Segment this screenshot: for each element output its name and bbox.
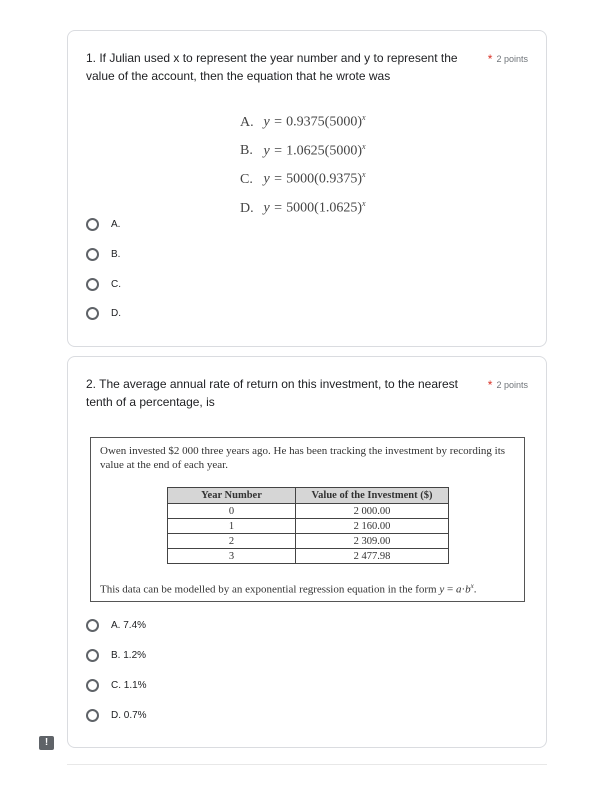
q2-option-a[interactable] xyxy=(86,616,146,634)
report-problem-icon[interactable]: ! xyxy=(39,736,54,750)
equation-choice-b: B. $y = 1.0625(5000)^x$ xyxy=(240,141,366,159)
table-header-row xyxy=(168,488,449,504)
q1-option-d[interactable] xyxy=(86,304,121,322)
table-row xyxy=(168,504,449,519)
q2-option-c[interactable] xyxy=(86,676,147,694)
value-cell: 2 000.00 xyxy=(296,504,449,519)
year-cell: 1 xyxy=(168,519,296,534)
radio-button[interactable] xyxy=(86,619,99,632)
table-row xyxy=(168,549,449,564)
value-cell: 2 477.98 xyxy=(296,549,449,564)
radio-button[interactable] xyxy=(86,709,99,722)
option-label: D. xyxy=(111,307,121,319)
question-1-text: 1. If Julian used x to represent the year number and y to represent the value of the account, then the equation that he wrote was xyxy=(86,51,458,83)
q1-option-b[interactable] xyxy=(86,245,120,263)
option-label: A. xyxy=(111,218,121,230)
points-label: 2 points xyxy=(496,380,528,390)
option-label: B. xyxy=(111,248,121,260)
radio-button[interactable] xyxy=(86,278,99,291)
question-card-1 xyxy=(67,30,547,347)
radio-button[interactable] xyxy=(86,218,99,231)
option-label: C. 1.1% xyxy=(111,679,147,691)
question-2-points xyxy=(488,378,528,392)
divider xyxy=(67,764,547,765)
investment-data-image xyxy=(90,437,525,602)
value-cell: 2 309.00 xyxy=(296,534,449,549)
q1-option-a[interactable] xyxy=(86,215,120,233)
question-card-2 xyxy=(67,356,547,748)
q1-option-c[interactable] xyxy=(86,275,121,293)
option-label: B. 1.2% xyxy=(111,649,147,661)
q2-option-b[interactable] xyxy=(86,646,146,664)
radio-button[interactable] xyxy=(86,649,99,662)
column-header-year: Year Number xyxy=(168,488,296,504)
regression-note: This data can be modelled by an exponential regression equation in the form $y = a\cdot b^x$. xyxy=(100,582,477,596)
question-2-text: 2. The average annual rate of return on this investment, to the nearest tenth of a percentage, is xyxy=(86,377,459,409)
year-cell: 0 xyxy=(168,504,296,519)
equation-choice-d: D. $y = 5000(1.0625)^x$ xyxy=(240,198,366,216)
required-asterisk: * xyxy=(487,378,493,392)
radio-button[interactable] xyxy=(86,307,99,320)
equation-choice-a: A. $y = 0.9375(5000)^x$ xyxy=(240,113,366,130)
equation-choice-c: C. $y = 5000(0.9375)^x$ xyxy=(240,170,366,187)
value-cell: 2 160.00 xyxy=(296,519,449,534)
points-label: 2 points xyxy=(496,54,528,64)
table-row xyxy=(168,519,449,534)
equation-choices-image xyxy=(240,106,366,221)
year-cell: 3 xyxy=(168,549,296,564)
radio-button[interactable] xyxy=(86,679,99,692)
investment-intro-text: Owen invested $2 000 three years ago. He has been tracking the investment by recording its value at the end of each year. xyxy=(100,445,506,471)
column-header-value: Value of the Investment ($) xyxy=(296,488,449,504)
option-label: A. 7.4% xyxy=(111,619,147,631)
option-label: D. 0.7% xyxy=(111,709,147,721)
year-cell: 2 xyxy=(168,534,296,549)
option-label: C. xyxy=(111,278,121,290)
table-row xyxy=(168,534,449,549)
investment-table xyxy=(167,487,449,564)
q2-option-d[interactable] xyxy=(86,706,147,724)
radio-button[interactable] xyxy=(86,248,99,261)
question-1-points xyxy=(488,52,528,66)
required-asterisk: * xyxy=(487,52,493,66)
